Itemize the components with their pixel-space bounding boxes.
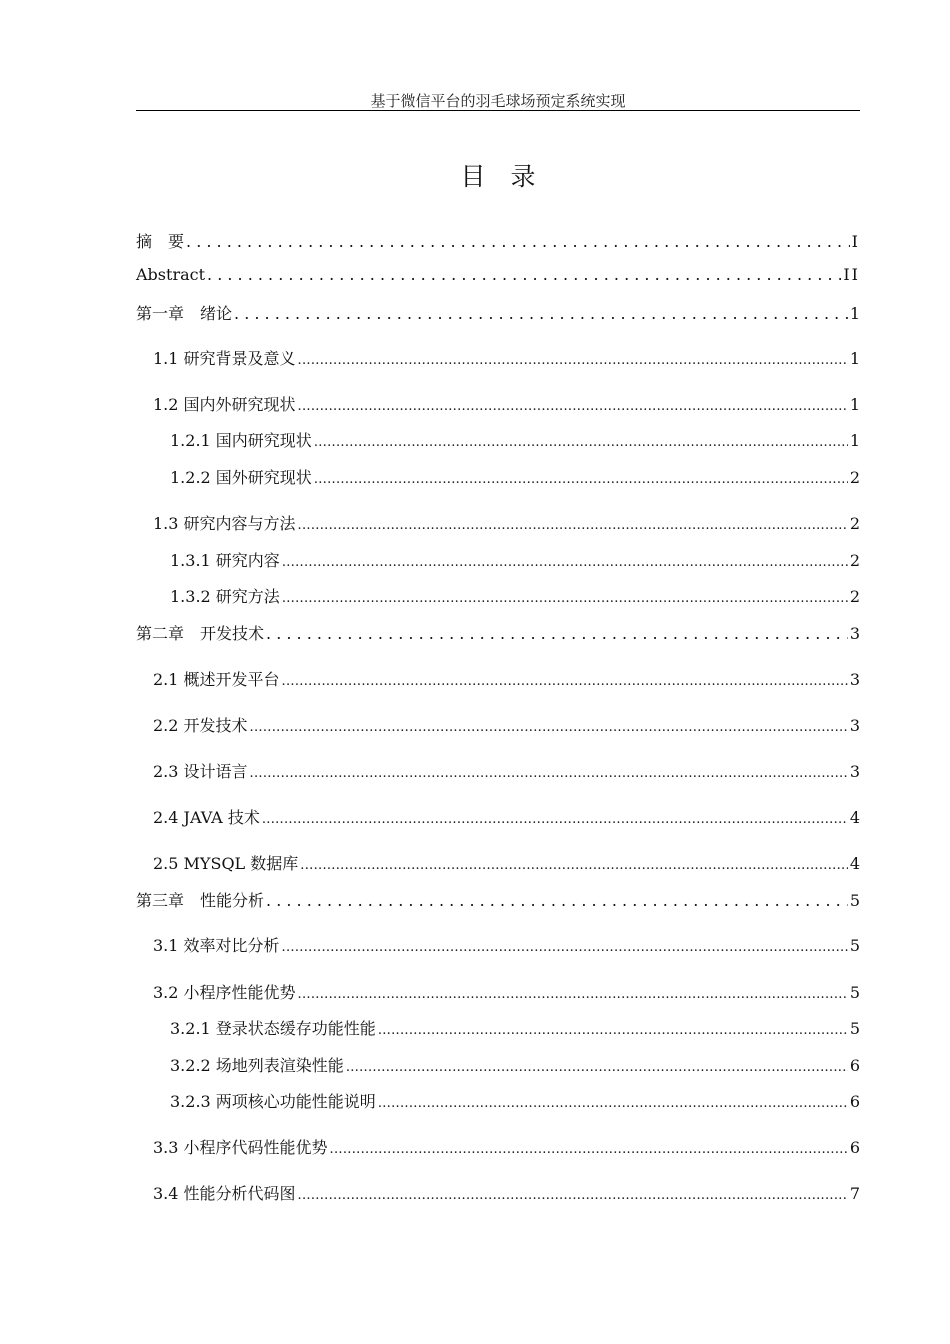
- toc-entry-label: 2.5 MYSQL 数据库: [153, 854, 299, 873]
- toc-entry[interactable]: [136, 265, 860, 287]
- page-title: 目 录: [460, 162, 536, 191]
- toc-entry-page: 6: [849, 1056, 860, 1075]
- toc-entry-label: 1.2.2 国外研究现状: [170, 468, 312, 487]
- toc-entry[interactable]: [153, 511, 860, 533]
- toc-leader: [298, 983, 848, 1002]
- toc-entry-page: 1: [849, 395, 860, 414]
- toc-entry-page: 4: [849, 854, 860, 873]
- toc-leader: [234, 304, 848, 323]
- toc-entry[interactable]: [153, 346, 860, 368]
- toc-entry-page: 1: [849, 431, 860, 450]
- toc-entry-page: II: [843, 265, 860, 284]
- toc-entry-label: 3.1 效率对比分析: [153, 936, 280, 955]
- toc-entry-page: 5: [849, 891, 860, 910]
- toc-entry[interactable]: [170, 1089, 860, 1111]
- toc-entry[interactable]: [153, 759, 860, 781]
- toc-entry[interactable]: [153, 933, 860, 955]
- toc-entry[interactable]: [170, 428, 860, 450]
- toc-entry-page: 5: [849, 936, 860, 955]
- toc-entry-label: 2.4 JAVA 技术: [153, 808, 260, 827]
- toc-leader: [378, 1019, 848, 1038]
- toc-entry[interactable]: [170, 465, 860, 487]
- toc-leader: [314, 468, 848, 487]
- toc-leader: [298, 395, 848, 414]
- toc-entry[interactable]: [170, 548, 860, 570]
- toc-entry[interactable]: [136, 301, 860, 323]
- toc-leader: [262, 808, 848, 827]
- toc-entry-label: 第三章 性能分析: [136, 891, 265, 910]
- toc-entry[interactable]: [153, 1181, 860, 1203]
- toc-entry-label: 3.2.1 登录状态缓存功能性能: [170, 1019, 376, 1038]
- toc-entry-label: 2.3 设计语言: [153, 762, 248, 781]
- toc-entry[interactable]: [170, 1053, 860, 1075]
- toc-entry-label: 3.2.2 场地列表渲染性能: [170, 1056, 344, 1075]
- toc-entry-label: 3.4 性能分析代码图: [153, 1184, 296, 1203]
- toc-entry-page: 2: [849, 551, 860, 570]
- toc-entry-page: 5: [849, 983, 860, 1002]
- toc-entry-label: 2.1 概述开发平台: [153, 670, 280, 689]
- toc-entry-page: 3: [849, 762, 860, 781]
- toc-leader: [346, 1056, 848, 1075]
- toc-entry-label: 3.3 小程序代码性能优势: [153, 1138, 328, 1157]
- toc-entry-label: 第一章 绪论: [136, 304, 233, 323]
- toc-entry-page: I: [851, 232, 860, 251]
- toc-entry[interactable]: [153, 980, 860, 1002]
- toc-entry-label: 第二章 开发技术: [136, 624, 265, 643]
- toc-entry-label: 1.1 研究背景及意义: [153, 349, 296, 368]
- toc-leader: [266, 891, 848, 910]
- toc-leader: [300, 854, 848, 873]
- toc-leader: [298, 1184, 848, 1203]
- toc-entry-page: 4: [849, 808, 860, 827]
- toc-entry[interactable]: [136, 888, 860, 910]
- toc-entry[interactable]: [153, 713, 860, 735]
- toc-entry-page: 2: [849, 468, 860, 487]
- toc-entry-page: 3: [849, 716, 860, 735]
- header-rule: [136, 110, 860, 111]
- toc-leader: [282, 936, 848, 955]
- toc-leader: [378, 1092, 848, 1111]
- toc-leader: [250, 762, 848, 781]
- toc-entry-page: 6: [849, 1138, 860, 1157]
- toc-leader: [282, 587, 848, 606]
- toc-entry-page: 5: [849, 1019, 860, 1038]
- toc-entry-label: 1.3.1 研究内容: [170, 551, 280, 570]
- toc-entry-page: 3: [849, 624, 860, 643]
- toc-entry-page: 2: [849, 514, 860, 533]
- toc-leader: [186, 232, 850, 251]
- toc-leader: [314, 431, 848, 450]
- toc-entry[interactable]: [170, 1016, 860, 1038]
- toc-entry-label: 1.2.1 国内研究现状: [170, 431, 312, 450]
- toc-entry[interactable]: [153, 1135, 860, 1157]
- toc-leader: [330, 1138, 848, 1157]
- toc-leader: [282, 670, 848, 689]
- toc-entry[interactable]: [153, 667, 860, 689]
- toc-entry[interactable]: [153, 851, 860, 873]
- toc-entry-page: 1: [849, 304, 860, 323]
- running-header: 基于微信平台的羽毛球场预定系统实现: [370, 92, 626, 110]
- toc-entry[interactable]: [153, 805, 860, 827]
- toc-entry-page: 3: [849, 670, 860, 689]
- toc-entry-page: 6: [849, 1092, 860, 1111]
- toc-entry-label: 1.3.2 研究方法: [170, 587, 280, 606]
- toc-entry-page: 7: [849, 1184, 860, 1203]
- toc-leader: [207, 265, 841, 284]
- toc-entry-label: 2.2 开发技术: [153, 716, 248, 735]
- toc-entry-page: 1: [849, 349, 860, 368]
- toc-leader: [298, 514, 848, 533]
- toc-entry[interactable]: [170, 584, 860, 606]
- toc-entry[interactable]: [136, 229, 860, 251]
- toc-entry-label: Abstract: [136, 265, 206, 284]
- toc-leader: [298, 349, 848, 368]
- toc-entry-label: 1.2 国内外研究现状: [153, 395, 296, 414]
- toc-leader: [282, 551, 848, 570]
- toc-entry-label: 3.2 小程序性能优势: [153, 983, 296, 1002]
- toc-entry[interactable]: [136, 621, 860, 643]
- toc-entry-label: 摘 要: [136, 232, 185, 251]
- toc-entry-label: 1.3 研究内容与方法: [153, 514, 296, 533]
- toc-entry-page: 2: [849, 587, 860, 606]
- toc-entry[interactable]: [153, 392, 860, 414]
- toc-leader: [266, 624, 848, 643]
- toc-leader: [250, 716, 848, 735]
- toc-entry-label: 3.2.3 两项核心功能性能说明: [170, 1092, 376, 1111]
